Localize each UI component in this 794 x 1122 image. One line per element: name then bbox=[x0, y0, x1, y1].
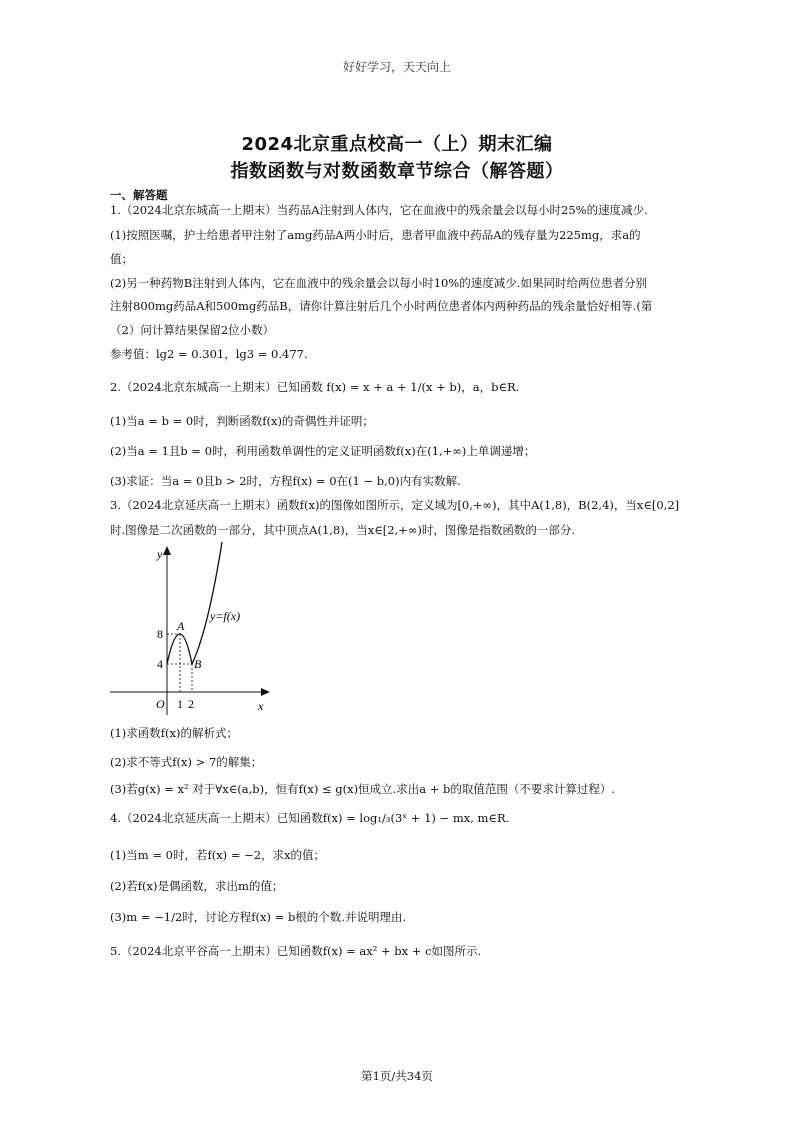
curve-label: y=f(x) bbox=[210, 609, 241, 623]
y-tick-8: 8 bbox=[157, 627, 163, 641]
point-b-label: B bbox=[194, 657, 202, 671]
q3-stem-cont: 时.图像是二次函数的一部分，其中顶点A(1,8)，当x∈[2,+∞)时，图像是指数函数的一部分. bbox=[110, 523, 576, 537]
y-axis-label: y bbox=[157, 547, 163, 561]
point-a-label: A bbox=[177, 619, 185, 633]
q1-part2-note: （2）问计算结果保留2位小数） bbox=[110, 323, 275, 337]
q3-part2: (2)求不等式f(x) > 7的解集； bbox=[110, 755, 263, 769]
y-tick-4: 4 bbox=[157, 657, 163, 671]
x-tick-2: 2 bbox=[188, 697, 194, 711]
q1-stem: 1.（2024北京东城高一上期末）当药品A注射到人体内，它在血液中的残余量会以每小时25%的速度减少. bbox=[110, 203, 648, 217]
q5-stem: 5.（2024北京平谷高一上期末）已知函数f(x) = ax² + bx + c如图所示. bbox=[110, 944, 482, 958]
q3-part1: (1)求函数f(x)的解析式； bbox=[110, 726, 239, 740]
q2-stem: 2.（2024北京东城高一上期末）已知函数 f(x) = x + a + 1/(x + b)，a，b∈R. bbox=[110, 380, 520, 394]
doc-title: 2024北京重点校高一（上）期末汇编 bbox=[241, 134, 553, 155]
doc-subtitle: 指数函数与对数函数章节综合（解答题） bbox=[230, 161, 564, 182]
page-header: 好好学习，天天向上 bbox=[342, 60, 451, 74]
q1-part1-cont: 值； bbox=[110, 252, 133, 266]
q4-part2: (2)若f(x)是偶函数，求出m的值； bbox=[110, 879, 284, 893]
section-heading: 一、解答题 bbox=[110, 188, 168, 202]
q1-part2-cont: 注射800mg药品A和500mg药品B，请你计算注射后几个小时两位患者体内两种药品的残余量恰好相等.(第 bbox=[110, 299, 653, 313]
q4-stem: 4.（2024北京延庆高一上期末）已知函数f(x) = log₁/₃(3ˣ + 1) − mx, m∈R. bbox=[110, 811, 510, 825]
q1-part1: (1)按照医嘱，护士给患者甲注射了amg药品A两小时后，患者甲血液中药品A的残存量为225mg，求a的 bbox=[110, 228, 641, 242]
q3-stem: 3.（2024北京延庆高一上期末）函数f(x)的图像如图所示，定义域为[0,+∞)，其中A(1,8)，B(2,4)，当x∈[0,2] bbox=[110, 498, 680, 512]
q1-part2: (2)另一种药物B注射到人体内，它在血液中的残余量会以每小时10%的速度减少.如果同时给两位患者分别 bbox=[110, 276, 647, 290]
q1-reference: 参考值：lg2 = 0.301，lg3 = 0.477. bbox=[110, 347, 308, 361]
function-curve bbox=[167, 542, 222, 664]
q2-part2: (2)当a = 1且b = 0时，利用函数单调性的定义证明函数f(x)在(1,+∞)上单调递增； bbox=[110, 444, 536, 458]
x-axis-label: x bbox=[258, 699, 264, 713]
origin-label: O bbox=[156, 697, 165, 711]
q3-part3: (3)若g(x) = x² 对于∀x∈(a,b)，恒有f(x) ≤ g(x)恒成立.求出a + b的取值范围（不要求计算过程）. bbox=[110, 782, 616, 796]
q2-part3: (3)求证：当a = 0且b > 2时，方程f(x) = 0在(1 − b,0)内有实数解. bbox=[110, 474, 461, 488]
y-axis-arrow bbox=[163, 546, 171, 555]
x-tick-1: 1 bbox=[177, 697, 183, 711]
q2-part1: (1)当a = b = 0时，判断函数f(x)的奇偶性并证明； bbox=[110, 414, 374, 428]
function-graph bbox=[110, 540, 275, 720]
page-footer: 第1页/共34页 bbox=[361, 1069, 433, 1083]
q4-part1: (1)当m = 0时，若f(x) = −2，求x的值； bbox=[110, 848, 326, 862]
x-axis-arrow bbox=[261, 688, 270, 696]
q4-part3: (3)m = −1/2时，讨论方程f(x) = b根的个数.并说明理由. bbox=[110, 910, 407, 924]
